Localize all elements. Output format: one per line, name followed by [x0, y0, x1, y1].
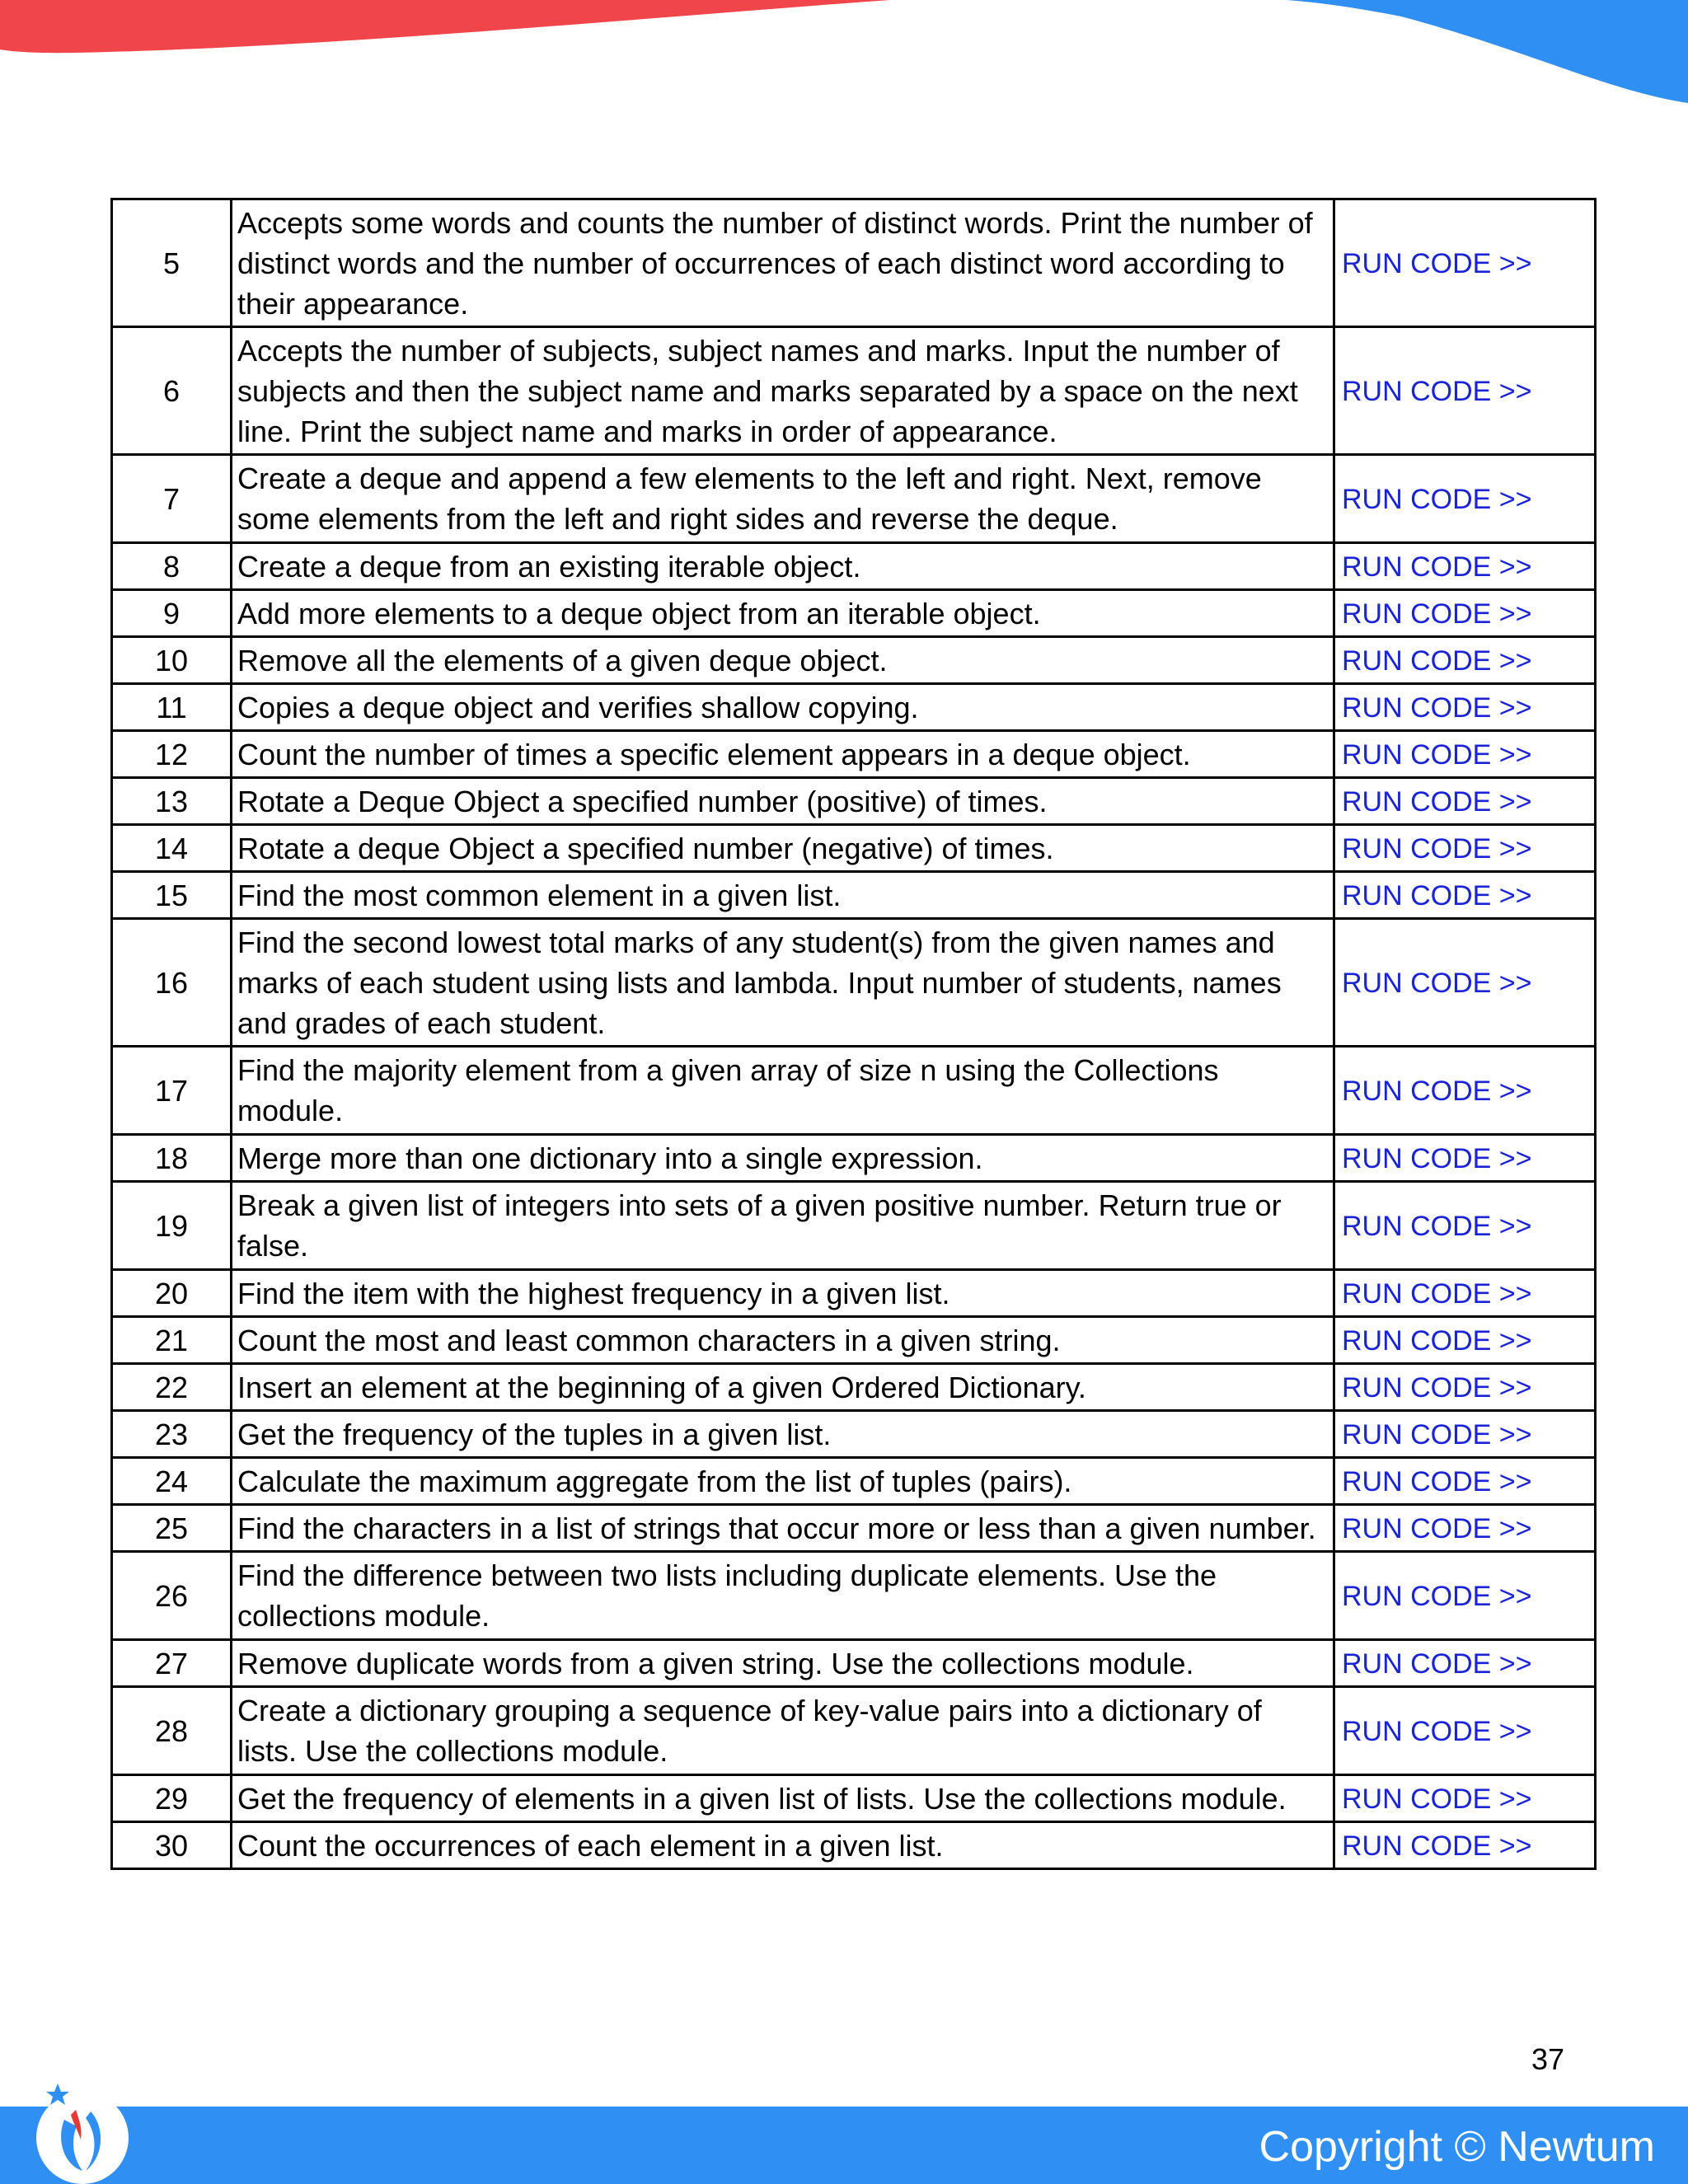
run-code-cell: [1334, 825, 1596, 872]
row-number: 11: [112, 684, 232, 731]
run-code-link[interactable]: RUN CODE >>: [1342, 1210, 1532, 1242]
row-number: 18: [112, 1135, 232, 1182]
table-row: [112, 1411, 1596, 1458]
table-row: [112, 1505, 1596, 1552]
row-number: 26: [112, 1552, 232, 1640]
run-code-link[interactable]: RUN CODE >>: [1342, 1580, 1532, 1612]
row-number: 6: [112, 327, 232, 455]
row-description: Find the most common element in a given list.: [232, 872, 1334, 919]
run-code-cell: [1334, 731, 1596, 778]
run-code-cell: [1334, 1411, 1596, 1458]
run-code-link[interactable]: RUN CODE >>: [1342, 691, 1532, 724]
run-code-link[interactable]: RUN CODE >>: [1342, 483, 1532, 515]
table-row: [112, 1640, 1596, 1687]
row-number: 13: [112, 778, 232, 825]
row-number: 22: [112, 1364, 232, 1411]
run-code-cell: [1334, 199, 1596, 327]
run-code-cell: [1334, 1364, 1596, 1411]
row-number: 28: [112, 1687, 232, 1775]
table-row: [112, 1317, 1596, 1364]
run-code-cell: [1334, 590, 1596, 637]
row-description: Create a deque from an existing iterable object.: [232, 543, 1334, 590]
row-description: Merge more than one dictionary into a single expression.: [232, 1135, 1334, 1182]
row-number: 30: [112, 1822, 232, 1869]
exercise-table: [110, 198, 1597, 1870]
run-code-link[interactable]: RUN CODE >>: [1342, 1075, 1532, 1107]
run-code-link[interactable]: RUN CODE >>: [1342, 598, 1532, 630]
run-code-link[interactable]: RUN CODE >>: [1342, 1371, 1532, 1404]
row-number: 9: [112, 590, 232, 637]
run-code-link[interactable]: RUN CODE >>: [1342, 785, 1532, 818]
row-number: 23: [112, 1411, 232, 1458]
run-code-link[interactable]: RUN CODE >>: [1342, 551, 1532, 583]
header-wave-decoration: [0, 0, 1688, 115]
table-row: [112, 778, 1596, 825]
row-description: Find the second lowest total marks of any student(s) from the given names and marks of each student using lists and lambda. Input number of students, names and grades of each student.: [232, 919, 1334, 1047]
table-row: [112, 1270, 1596, 1317]
row-number: 15: [112, 872, 232, 919]
table-row: [112, 1822, 1596, 1869]
run-code-link[interactable]: RUN CODE >>: [1342, 1715, 1532, 1747]
row-number: 7: [112, 455, 232, 543]
page-number: 37: [1531, 2042, 1565, 2076]
row-description: Copies a deque object and verifies shallow copying.: [232, 684, 1334, 731]
table-row: [112, 1182, 1596, 1270]
table-row: [112, 825, 1596, 872]
table-row: [112, 590, 1596, 637]
table-row: [112, 684, 1596, 731]
table-row: [112, 1364, 1596, 1411]
table-row: [112, 1458, 1596, 1505]
run-code-cell: [1334, 1640, 1596, 1687]
row-description: Calculate the maximum aggregate from the list of tuples (pairs).: [232, 1458, 1334, 1505]
row-description: Create a deque and append a few elements to the left and right. Next, remove some elements from the left and right sides and reverse the deque.: [232, 455, 1334, 543]
run-code-link[interactable]: RUN CODE >>: [1342, 375, 1532, 407]
run-code-link[interactable]: RUN CODE >>: [1342, 247, 1532, 279]
blue-wave: [1286, 0, 1688, 103]
row-number: 14: [112, 825, 232, 872]
run-code-cell: [1334, 327, 1596, 455]
row-description: Count the most and least common characters in a given string.: [232, 1317, 1334, 1364]
row-description: Find the item with the highest frequency in a given list.: [232, 1270, 1334, 1317]
table-row: [112, 455, 1596, 543]
table-row: [112, 1775, 1596, 1822]
run-code-link[interactable]: RUN CODE >>: [1342, 879, 1532, 912]
table-row: [112, 637, 1596, 684]
row-number: 5: [112, 199, 232, 327]
run-code-cell: [1334, 543, 1596, 590]
run-code-link[interactable]: RUN CODE >>: [1342, 644, 1532, 677]
run-code-cell: [1334, 1135, 1596, 1182]
row-description: Find the difference between two lists including duplicate elements. Use the collections module.: [232, 1552, 1334, 1640]
table-row: [112, 199, 1596, 327]
run-code-link[interactable]: RUN CODE >>: [1342, 1512, 1532, 1544]
run-code-link[interactable]: RUN CODE >>: [1342, 967, 1532, 999]
run-code-cell: [1334, 1047, 1596, 1135]
row-description: Find the majority element from a given array of size n using the Collections module.: [232, 1047, 1334, 1135]
run-code-cell: [1334, 1182, 1596, 1270]
run-code-cell: [1334, 1822, 1596, 1869]
run-code-link[interactable]: RUN CODE >>: [1342, 832, 1532, 865]
table-row: [112, 1687, 1596, 1775]
row-number: 16: [112, 919, 232, 1047]
run-code-cell: [1334, 684, 1596, 731]
run-code-cell: [1334, 1270, 1596, 1317]
run-code-link[interactable]: RUN CODE >>: [1342, 1324, 1532, 1357]
run-code-cell: [1334, 1775, 1596, 1822]
row-description: Count the number of times a specific element appears in a deque object.: [232, 731, 1334, 778]
run-code-cell: [1334, 637, 1596, 684]
table-row: [112, 327, 1596, 455]
row-description: Create a dictionary grouping a sequence of key-value pairs into a dictionary of lists. Use the collections module.: [232, 1687, 1334, 1775]
row-description: Accepts some words and counts the number of distinct words. Print the number of distinct words and the number of occurrences of each distinct word according to their appearance.: [232, 199, 1334, 327]
row-description: Rotate a Deque Object a specified number (positive) of times.: [232, 778, 1334, 825]
run-code-link[interactable]: RUN CODE >>: [1342, 1277, 1532, 1310]
run-code-cell: [1334, 778, 1596, 825]
row-number: 8: [112, 543, 232, 590]
row-description: Find the characters in a list of strings that occur more or less than a given number.: [232, 1505, 1334, 1552]
table-row: [112, 1552, 1596, 1640]
row-number: 21: [112, 1317, 232, 1364]
run-code-cell: [1334, 455, 1596, 543]
row-description: Remove all the elements of a given deque object.: [232, 637, 1334, 684]
run-code-cell: [1334, 1317, 1596, 1364]
table-row: [112, 872, 1596, 919]
table-row: [112, 1047, 1596, 1135]
row-description: Get the frequency of elements in a given list of lists. Use the collections module.: [232, 1775, 1334, 1822]
table-row: [112, 543, 1596, 590]
row-number: 19: [112, 1182, 232, 1270]
table-row: [112, 1135, 1596, 1182]
run-code-cell: [1334, 1458, 1596, 1505]
row-number: 12: [112, 731, 232, 778]
row-description: Remove duplicate words from a given string. Use the collections module.: [232, 1640, 1334, 1687]
row-description: Rotate a deque Object a specified number (negative) of times.: [232, 825, 1334, 872]
newtum-logo-icon: [31, 2079, 129, 2184]
run-code-cell: [1334, 919, 1596, 1047]
run-code-link[interactable]: RUN CODE >>: [1342, 738, 1532, 771]
row-description: Add more elements to a deque object from an iterable object.: [232, 590, 1334, 637]
row-number: 25: [112, 1505, 232, 1552]
table-row: [112, 731, 1596, 778]
row-description: Get the frequency of the tuples in a given list.: [232, 1411, 1334, 1458]
copyright-text: Copyright © Newtum: [1259, 2123, 1655, 2171]
table-row: [112, 919, 1596, 1047]
row-number: 24: [112, 1458, 232, 1505]
row-description: Insert an element at the beginning of a given Ordered Dictionary.: [232, 1364, 1334, 1411]
run-code-link[interactable]: RUN CODE >>: [1342, 1418, 1532, 1451]
row-description: Break a given list of integers into sets of a given positive number. Return true or false.: [232, 1182, 1334, 1270]
run-code-link[interactable]: RUN CODE >>: [1342, 1830, 1532, 1862]
run-code-link[interactable]: RUN CODE >>: [1342, 1142, 1532, 1174]
row-number: 27: [112, 1640, 232, 1687]
run-code-cell: [1334, 1687, 1596, 1775]
row-description: Count the occurrences of each element in a given list.: [232, 1822, 1334, 1869]
run-code-cell: [1334, 1552, 1596, 1640]
run-code-link[interactable]: RUN CODE >>: [1342, 1647, 1532, 1680]
run-code-cell: [1334, 1505, 1596, 1552]
row-number: 17: [112, 1047, 232, 1135]
row-description: Accepts the number of subjects, subject names and marks. Input the number of subjects and then the subject name and marks separated by a space on the next line. Print the subject name and marks in order of appearance.: [232, 327, 1334, 455]
row-number: 10: [112, 637, 232, 684]
run-code-link[interactable]: RUN CODE >>: [1342, 1783, 1532, 1815]
run-code-cell: [1334, 872, 1596, 919]
row-number: 29: [112, 1775, 232, 1822]
run-code-link[interactable]: RUN CODE >>: [1342, 1465, 1532, 1497]
red-wave: [0, 0, 890, 53]
row-number: 20: [112, 1270, 232, 1317]
